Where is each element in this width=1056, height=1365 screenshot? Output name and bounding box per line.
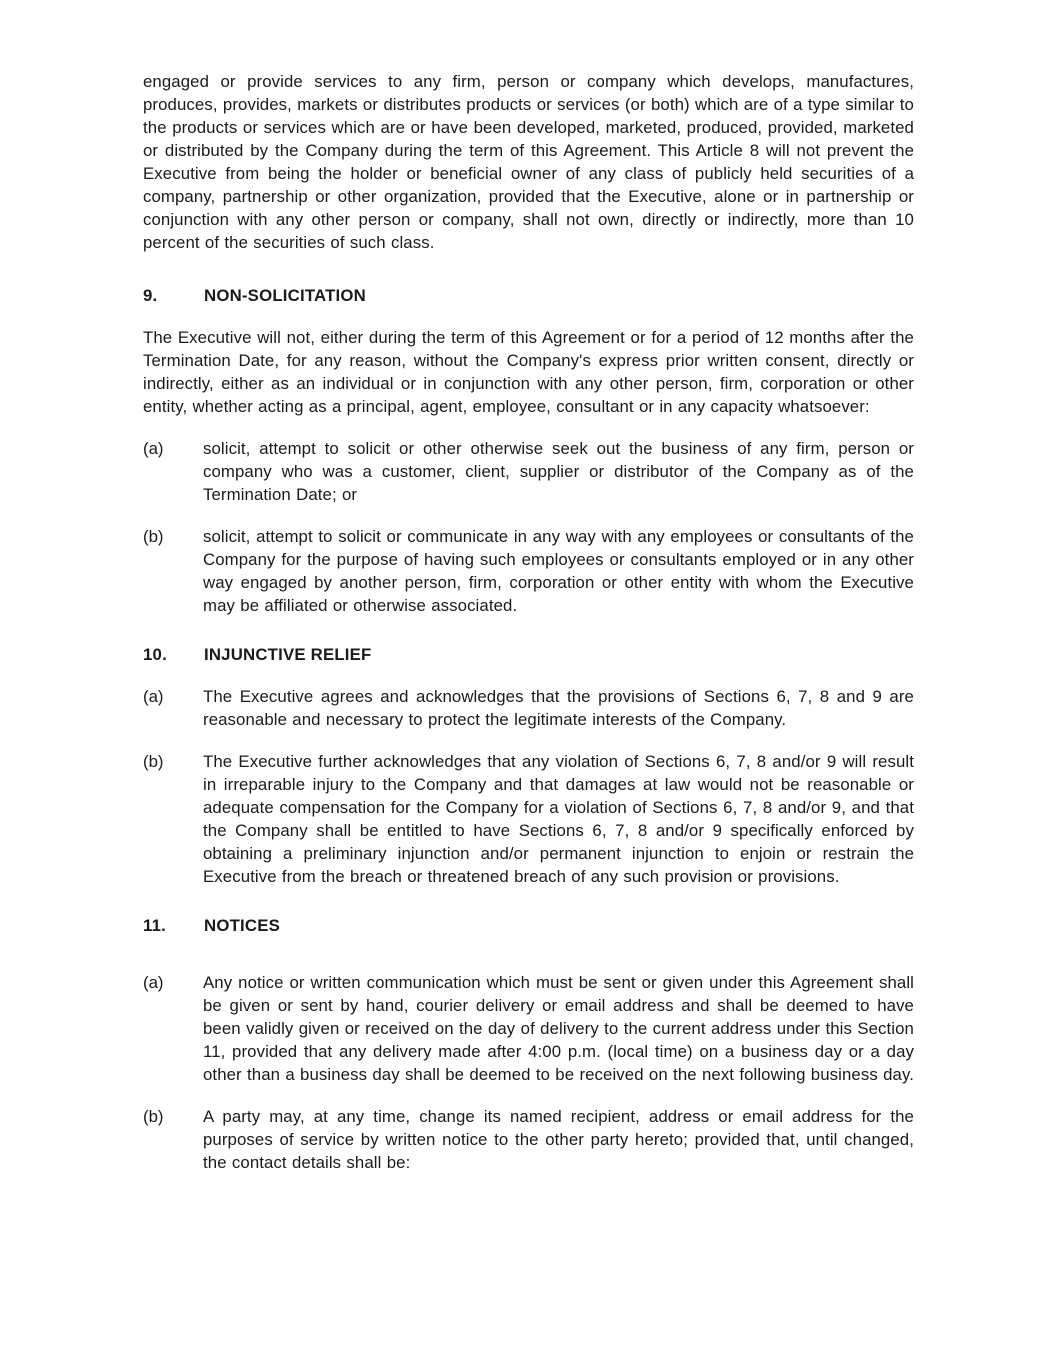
clause-label: (a)	[143, 973, 164, 992]
section-title: NOTICES	[204, 916, 280, 935]
section-lead-paragraph: The Executive will not, either during the term of this Agreement or for a period of 12 months after the Termination Date, for any reason, without the Company's express prior written consent, directly or indirectly, either as an individual or in conjunction with any other person, firm, corporation or other entity, whether acting as a principal, agent, employee, consultant or in any capacity whatsoever:	[143, 328, 914, 416]
clause-label: (b)	[143, 752, 164, 771]
clause-label: (b)	[143, 527, 164, 546]
clause-text: solicit, attempt to solicit or communicate in any way with any employees or consultants of the Company for the purpose of having such employees or consultants employed or in any other way engaged by another person, firm, corporation or other entity with whom the Executive may be affiliated or otherwise associated.	[203, 527, 914, 615]
section-heading	[143, 284, 914, 307]
clause-label: (a)	[143, 439, 164, 458]
section-number: 10.	[143, 645, 167, 664]
section-number: 9.	[143, 286, 158, 305]
section-title: NON-SOLICITATION	[204, 286, 366, 305]
section-injunctive-relief	[143, 643, 914, 888]
section-heading	[143, 914, 914, 937]
clause-text: The Executive further acknowledges that any violation of Sections 6, 7, 8 and/or 9 will result in irreparable injury to the Company and that damages at law would not be reasonable or adequate compensation for the Company for a violation of Sections 6, 7, 8 and/or 9, and that the Company shall be entitled to have Sections 6, 7, 8 and/or 9 specifically enforced by obtaining a preliminary injunction and/or permanent injunction to enjoin or restrain the Executive from the breach or threatened breach of any such provision or provisions.	[203, 752, 914, 886]
clause-text: Any notice or written communication which must be sent or given under this Agreement shall be given or sent by hand, courier delivery or email address and shall be deemed to have been validly given or received on the day of delivery to the current address under this Section 11, provided that any delivery made after 4:00 p.m. (local time) on a business day or a day other than a business day shall be deemed to be received on the next following business day.	[203, 973, 914, 1084]
clause-item	[143, 437, 914, 506]
section-number: 11.	[143, 916, 167, 935]
section-heading	[143, 643, 914, 666]
clause-text: A party may, at any time, change its named recipient, address or email address for the purposes of service by written notice to the other party hereto; provided that, until changed, the contact details shall be:	[203, 1107, 914, 1172]
clause-label: (b)	[143, 1107, 164, 1126]
clause-item	[143, 750, 914, 888]
section-non-solicitation	[143, 284, 914, 617]
clause-item	[143, 525, 914, 617]
section-notices	[143, 914, 914, 1174]
clause-text: The Executive agrees and acknowledges that the provisions of Sections 6, 7, 8 and 9 are reasonable and necessary to protect the legitimate interests of the Company.	[203, 687, 914, 729]
clause-item	[143, 1105, 914, 1174]
clause-item	[143, 685, 914, 731]
clause-item	[143, 971, 914, 1086]
section-title: INJUNCTIVE RELIEF	[204, 645, 372, 664]
clause-text: solicit, attempt to solicit or other otherwise seek out the business of any firm, person or company who was a customer, client, supplier or distributor of the Company as of the Termination Date; or	[203, 439, 914, 504]
clause-label: (a)	[143, 687, 164, 706]
intro-paragraph: engaged or provide services to any firm, person or company which develops, manufactures, produces, provides, markets or distributes products or services (or both) which are of a type similar to the products or services which are or have been developed, marketed, produced, provided, marketed or distributed by the Company during the term of this Agreement. This Article 8 will not prevent the Executive from being the holder or beneficial owner of any class of publicly held securities of a company, partnership or other organization, provided that the Executive, alone or in partnership or conjunction with any other person or company, shall not own, directly or indirectly, more than 10 percent of the securities of such class.	[143, 72, 914, 252]
